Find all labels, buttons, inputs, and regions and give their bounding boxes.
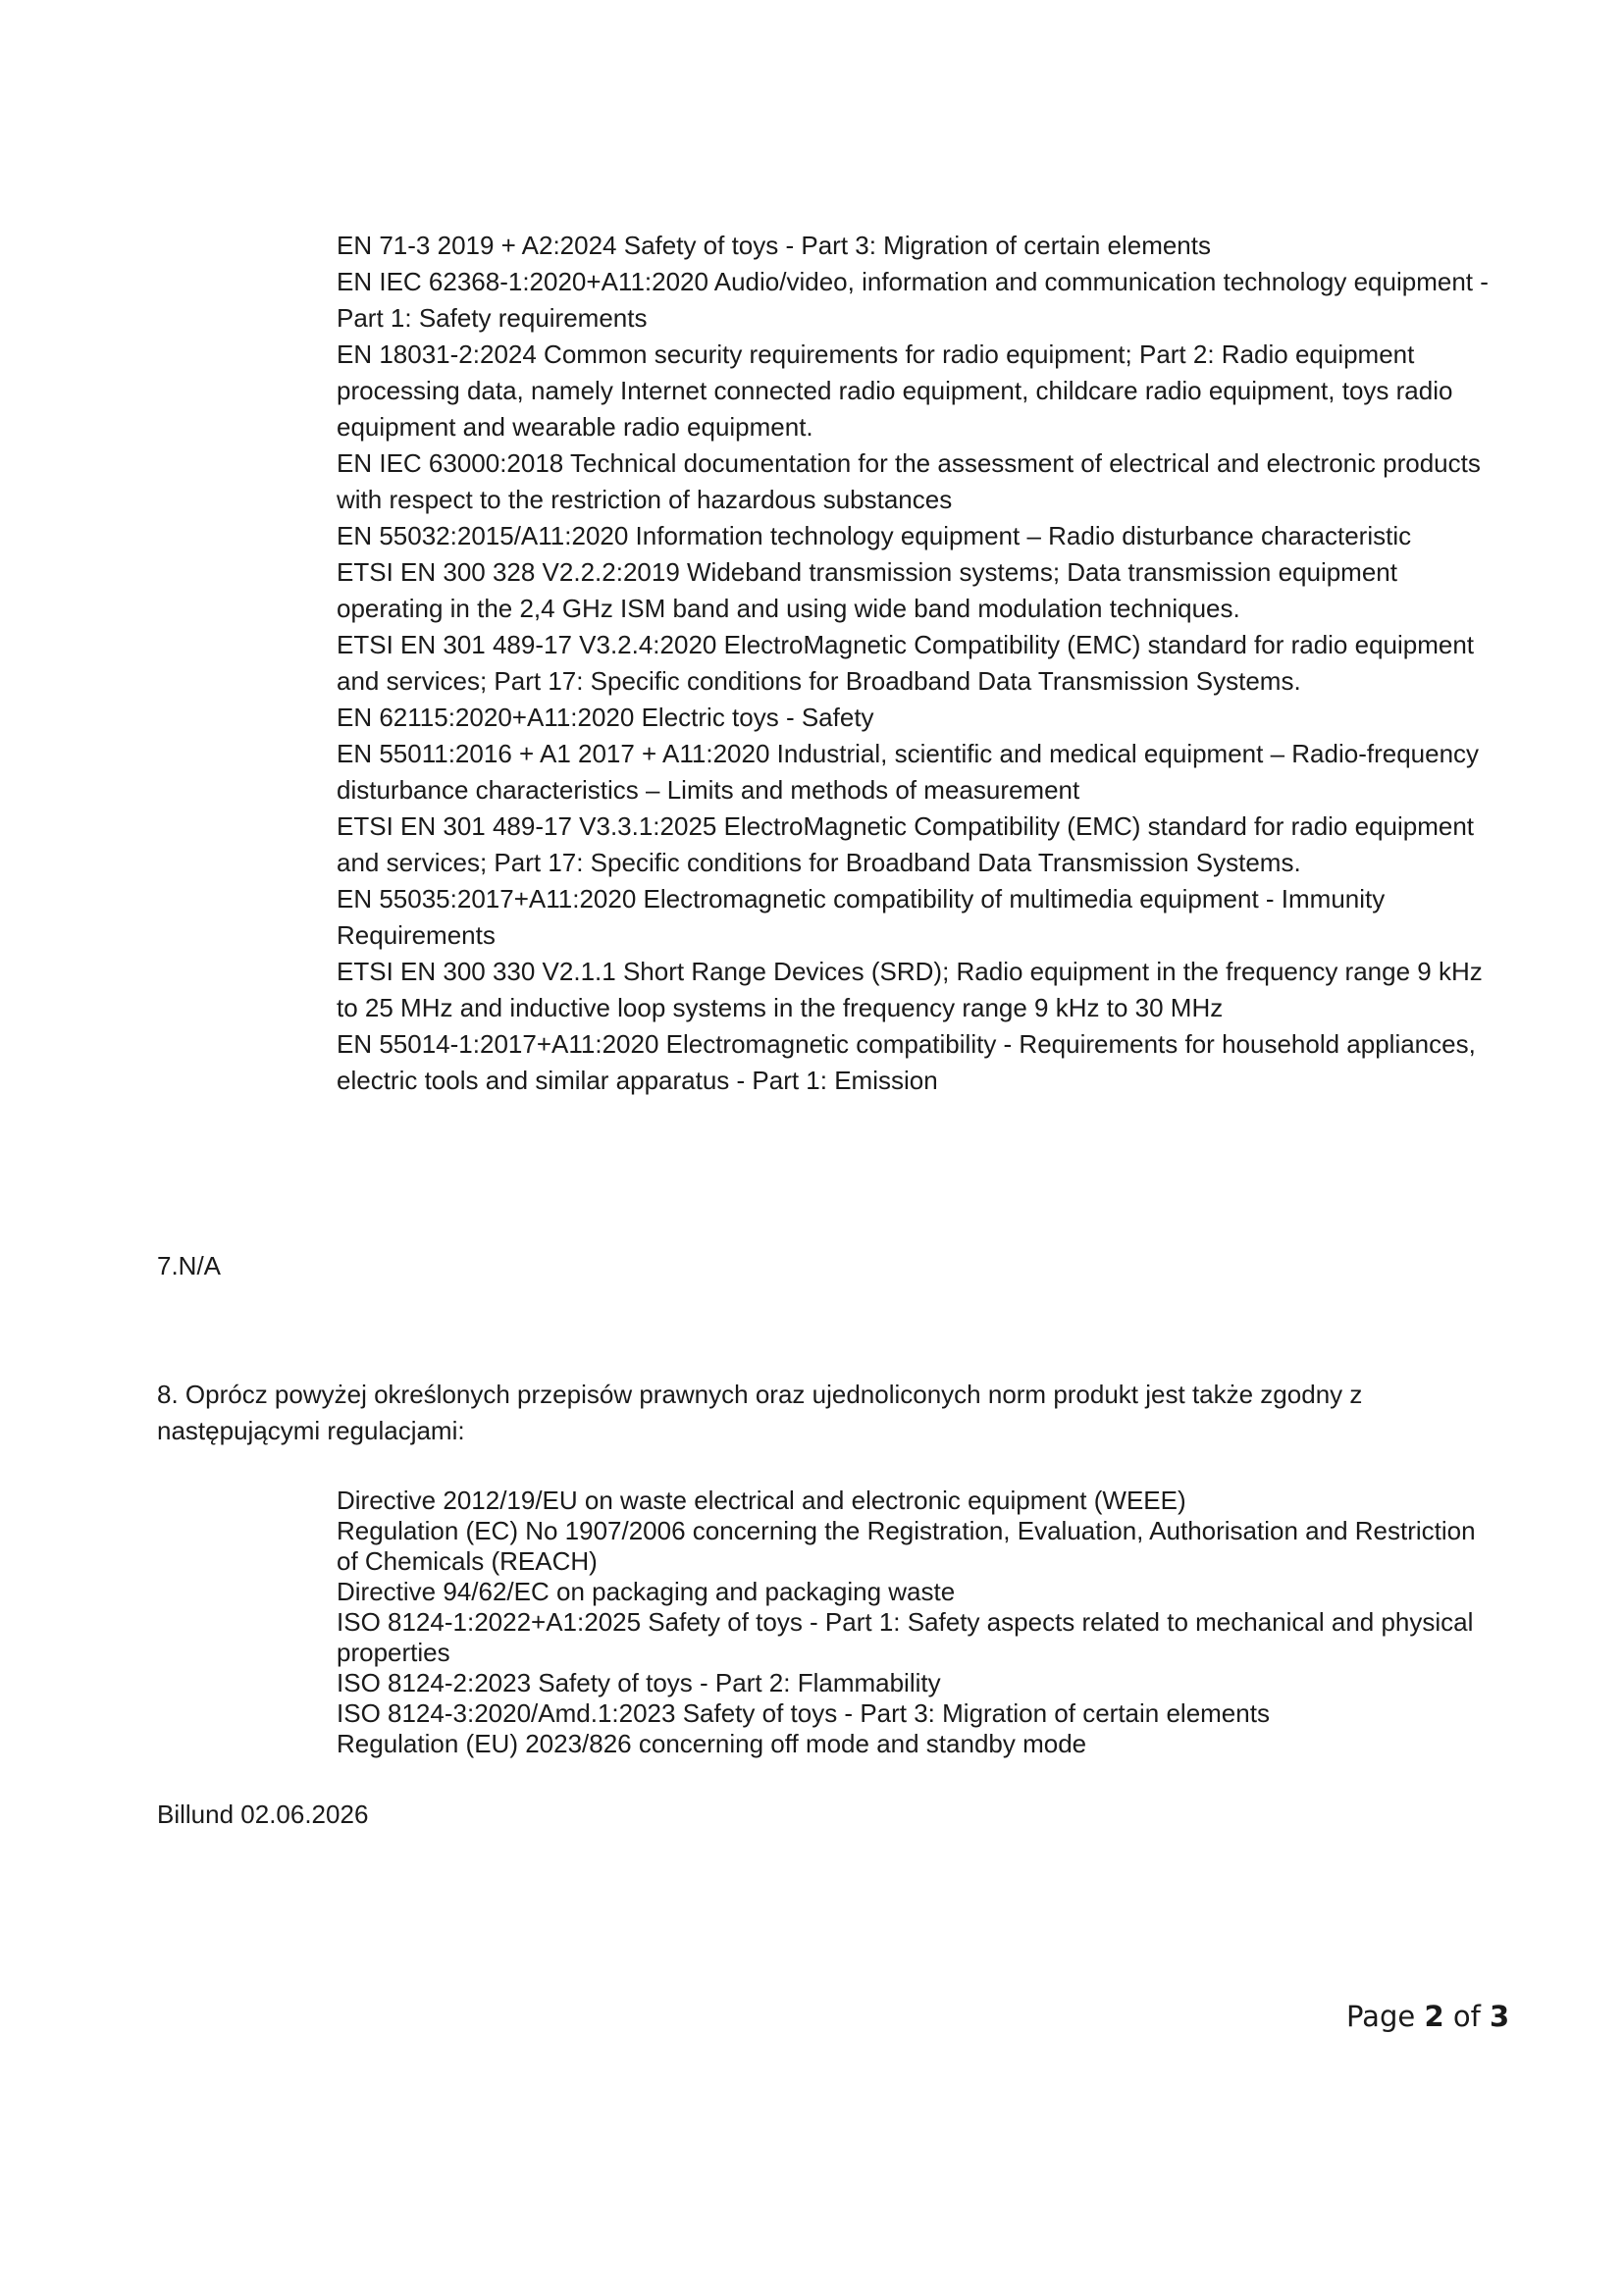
regulation-entry: Directive 94/62/EC on packaging and packaging waste (337, 1577, 956, 1606)
regulation-entry: ISO 8124-2:2023 Safety of toys - Part 2: Flammability (337, 1668, 941, 1697)
standard-entry: ETSI EN 300 328 V2.2.2:2019 Wideband transmission systems; Data transmission equipment operating in the 2,4 GHz ISM band and using wide band modulation techniques. (337, 557, 1397, 623)
regulation-entry: ISO 8124-3:2020/Amd.1:2023 Safety of toys - Part 3: Migration of certain elements (337, 1698, 1270, 1728)
standard-entry: ETSI EN 300 330 V2.1.1 Short Range Devices (SRD); Radio equipment in the frequency range 9 kHz to 25 MHz and inductive loop systems in the frequency range 9 kHz to 30 MHz (337, 957, 1483, 1022)
section-7: 7.N/A (157, 1251, 222, 1280)
standard-entry: EN 55014-1:2017+A11:2020 Electromagnetic compatibility - Requirements for household appliances, electric tools and similar apparatus - Part 1: Emission (337, 1029, 1476, 1095)
page-number (1346, 1999, 1509, 2035)
standard-entry: EN 55011:2016 + A1 2017 + A11:2020 Industrial, scientific and medical equipment – Radio-frequency disturbance characteristics – Limits and methods of measurement (337, 739, 1480, 805)
standard-entry: EN 71-3 2019 + A2:2024 Safety of toys - Part 3: Migration of certain elements (337, 231, 1211, 260)
place-and-date: Billund 02.06.2026 (157, 1800, 369, 1829)
regulation-entry: Regulation (EC) No 1907/2006 concerning the Registration, Evaluation, Authorisation and Restriction of Chemicals (REACH) (337, 1516, 1476, 1576)
page-number-separator: of (1443, 2000, 1491, 2033)
standard-entry: EN 55032:2015/A11:2020 Information technology equipment – Radio disturbance characteristic (337, 521, 1412, 550)
standard-entry: EN 18031-2:2024 Common security requirements for radio equipment; Part 2: Radio equipment processing data, namely Internet connected radio equipment, childcare radio equipment, toys radio equipment and wearable radio equipment. (337, 339, 1453, 442)
regulation-entry: Directive 2012/19/EU on waste electrical and electronic equipment (WEEE) (337, 1486, 1186, 1515)
standard-entry: EN 55035:2017+A11:2020 Electromagnetic compatibility of multimedia equipment - Immunity Requirements (337, 884, 1386, 950)
page-number-total: 3 (1490, 2000, 1510, 2033)
regulation-entry: Regulation (EU) 2023/826 concerning off mode and standby mode (337, 1729, 1087, 1758)
standard-entry: EN IEC 63000:2018 Technical documentation for the assessment of electrical and electronic products with respect to the restriction of hazardous substances (337, 448, 1481, 514)
page-number-prefix: Page (1346, 2000, 1425, 2033)
page-number-current: 2 (1424, 2000, 1444, 2033)
section-8-intro: 8. Oprócz powyżej określonych przepisów prawnych oraz ujednoliconych norm produkt jest także zgodny z następującymi regulacjami: (157, 1380, 1363, 1445)
additional-regulations-list (337, 1486, 1490, 1759)
standard-entry: EN 62115:2020+A11:2020 Electric toys - Safety (337, 703, 874, 732)
regulation-entry: ISO 8124-1:2022+A1:2025 Safety of toys - Part 1: Safety aspects related to mechanical and physical properties (337, 1607, 1474, 1667)
standard-entry: ETSI EN 301 489-17 V3.2.4:2020 ElectroMagnetic Compatibility (EMC) standard for radio equipment and services; Part 17: Specific conditions for Broadband Data Transmission Systems. (337, 630, 1475, 696)
harmonised-standards-list (337, 228, 1490, 1099)
standard-entry: EN IEC 62368-1:2020+A11:2020 Audio/video, information and communication technology equipment - Part 1: Safety requirements (337, 267, 1489, 333)
standard-entry: ETSI EN 301 489-17 V3.3.1:2025 ElectroMagnetic Compatibility (EMC) standard for radio equipment and services; Part 17: Specific conditions for Broadband Data Transmission Systems. (337, 811, 1475, 877)
